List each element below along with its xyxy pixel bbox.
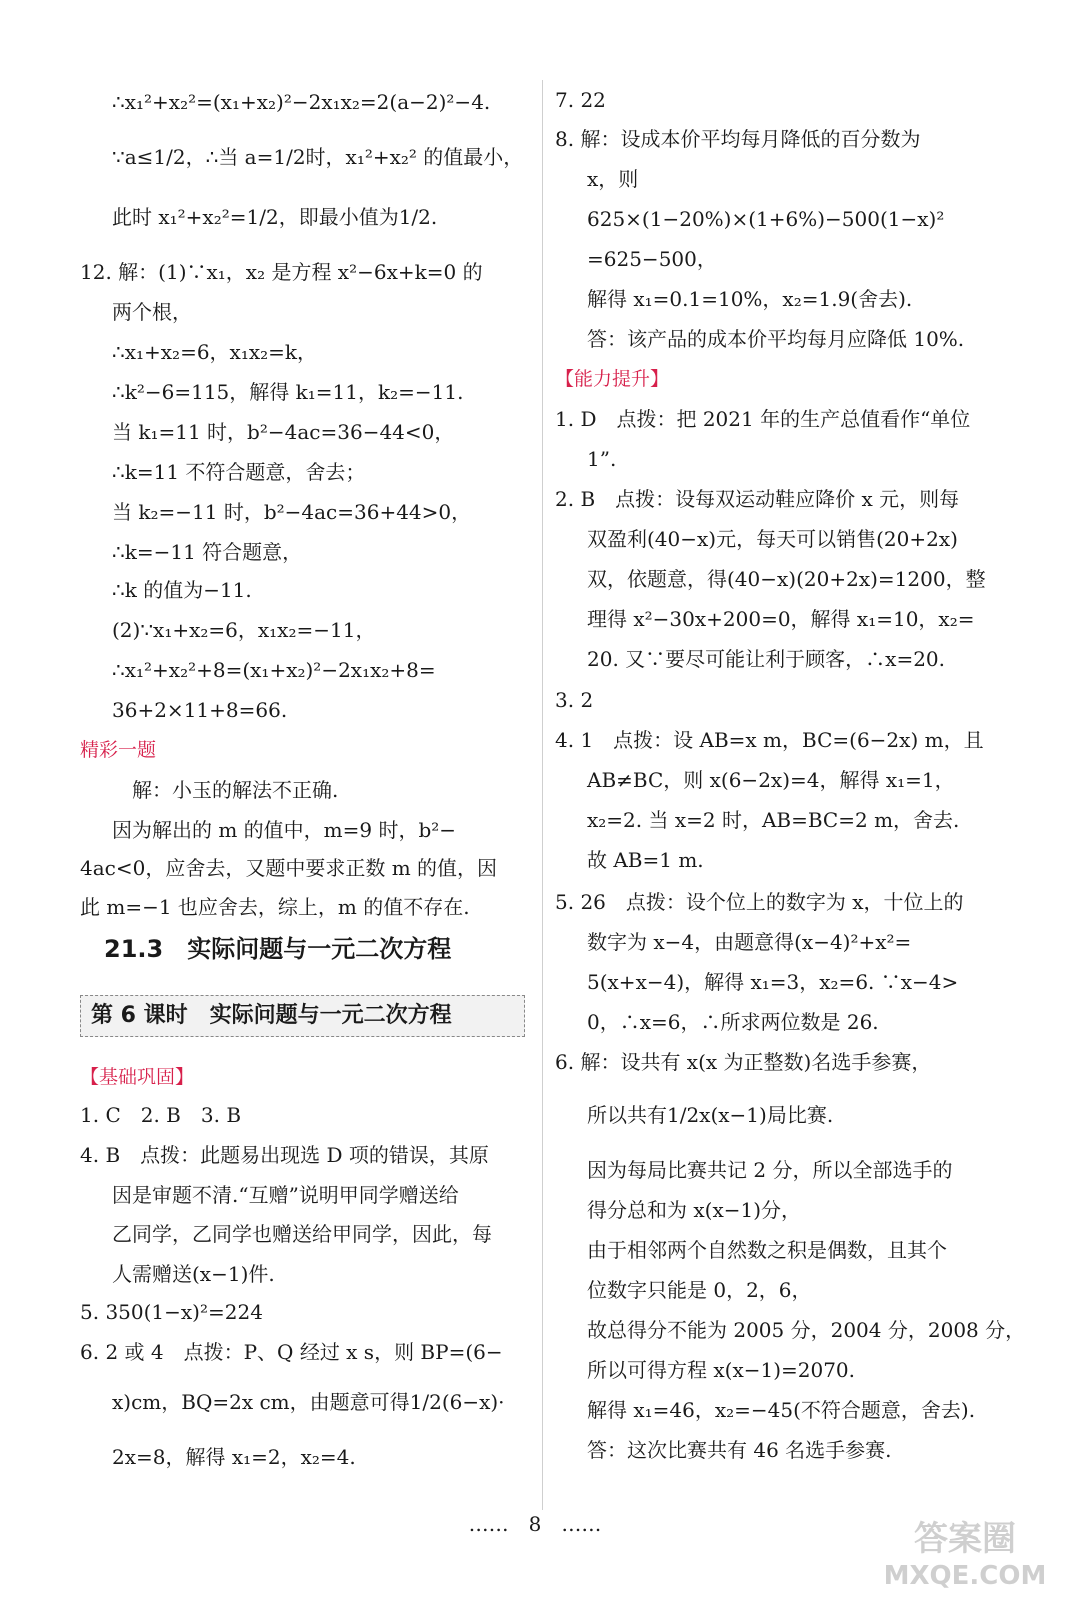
column-divider: [542, 80, 543, 1510]
text-line: 解得 x₁=46，x₂=−45(不符合题意，舍去).: [587, 1398, 976, 1422]
text-line: ∴x₁²+x₂²+8=(x₁+x₂)²−2x₁x₂+8=: [112, 658, 436, 682]
text-line: ∴k²−6=115，解得 k₁=11，k₂=−11.: [112, 380, 464, 404]
text-line: ∴x₁²+x₂²=(x₁+x₂)²−2x₁x₂=2(a−2)²−4.: [112, 90, 491, 114]
ability-answer-1: 1. D 点拨：把 2021 年的生产总值看作“单位: [555, 407, 971, 431]
text-line: 答：这次比赛共有 46 名选手参赛.: [587, 1438, 892, 1462]
text-line: 625×(1−20%)×(1+6%)−500(1−x)²: [587, 207, 945, 231]
text-line: 36+2×11+8=66.: [112, 698, 288, 722]
answer-5: 5. 350(1−x)²=224: [80, 1300, 263, 1324]
text-line: 人需赠送(x−1)件.: [112, 1262, 275, 1286]
text-line: x，则: [587, 167, 639, 191]
text-line: ∴k 的值为−11.: [112, 578, 252, 602]
text-line: 位数字只能是 0，2，6，: [587, 1278, 812, 1302]
text-line: ∴x₁+x₂=6，x₁x₂=k，: [112, 340, 318, 364]
watermark-logo-text: 答案圈: [914, 1519, 1016, 1559]
answer-8: 8. 解：设成本价平均每月降低的百分数为: [555, 127, 921, 151]
text-line: 故 AB=1 m.: [587, 848, 704, 872]
answer-1-3: 1. C 2. B 3. B: [80, 1103, 242, 1127]
text-line: 因是审题不清.“互赠”说明甲同学赠送给: [112, 1183, 459, 1207]
text-line: =625−500，: [587, 247, 717, 271]
text-line: x)cm，BQ=2x cm，由题意可得1/2(6−x)·: [112, 1390, 505, 1414]
answer-4: 4. B 点拨：此题易出现选 D 项的错误，其原: [80, 1143, 489, 1167]
answer-7: 7. 22: [555, 88, 606, 112]
basic-heading: 【基础巩固】: [80, 1066, 195, 1088]
text-line: 所以可得方程 x(x−1)=2070.: [587, 1358, 856, 1382]
text-line: 2x=8，解得 x₁=2，x₂=4.: [112, 1445, 356, 1469]
text-line: 双，依题意，得(40−x)(20+2x)=1200，整: [587, 567, 986, 591]
ability-answer-2: 2. B 点拨：设每双运动鞋应降价 x 元，则每: [555, 487, 960, 511]
text-line: 5(x+x−4)，解得 x₁=3，x₂=6. ∵x−4>: [587, 970, 959, 994]
jingcai-heading: 精彩一题: [80, 739, 157, 761]
text-line: 乙同学，乙同学也赠送给甲同学，因此，每: [112, 1222, 492, 1246]
watermark-logo: [880, 1512, 1050, 1592]
text-line: 数字为 x−4，由题意得(x−4)²+x²=: [587, 930, 912, 954]
text-line: 当 k₁=11 时，b²−4ac=36−44<0，: [112, 420, 455, 444]
text-line: 两个根，: [112, 300, 192, 324]
text-line: 此时 x₁²+x₂²=1/2，即最小值为1/2.: [112, 205, 438, 229]
text-line: 双盈利(40−x)元，每天可以销售(20+2x): [587, 527, 958, 551]
text-line: 1”.: [587, 447, 617, 471]
text-line: ∴k=11 不符合题意，舍去；: [112, 460, 366, 484]
text-line: 因为每局比赛共记 2 分，所以全部选手的: [587, 1158, 953, 1182]
text-line: ∴k=−11 符合题意，: [112, 540, 303, 564]
text-line: 解：小玉的解法不正确.: [132, 778, 339, 802]
lesson-title: 第 6 课时 实际问题与一元二次方程: [91, 1003, 452, 1028]
ability-heading: 【能力提升】: [555, 368, 670, 390]
text-line: 由于相邻两个自然数之积是偶数，且其个: [587, 1238, 947, 1262]
text-line: 当 k₂=−11 时，b²−4ac=36+44>0，: [112, 500, 472, 524]
text-line: 4ac<0，应舍去，又题中要求正数 m 的值，因: [80, 856, 498, 880]
text-line: 得分总和为 x(x−1)分，: [587, 1198, 802, 1222]
answer-6: 6. 2 或 4 点拨：P、Q 经过 x s，则 BP=(6−: [80, 1340, 503, 1364]
text-line: 此 m=−1 也应舍去，综上，m 的值不存在.: [80, 895, 470, 919]
text-line: 0，∴x=6，∴所求两位数是 26.: [587, 1010, 879, 1034]
ability-answer-3: 3. 2: [555, 688, 594, 712]
ability-answer-5: 5. 26 点拨：设个位上的数字为 x，十位上的: [555, 890, 964, 914]
ability-answer-6: 6. 解：设共有 x(x 为正整数)名选手参赛，: [555, 1050, 932, 1074]
text-line: (2)∵x₁+x₂=6，x₁x₂=−11，: [112, 618, 376, 642]
text-line: 20. 又∵要尽可能让利于顾客，∴x=20.: [587, 647, 946, 671]
watermark-url: MXQE.COM: [883, 1561, 1047, 1591]
text-line: 所以共有1/2x(x−1)局比赛.: [587, 1103, 834, 1127]
page-number: …… 8 ……: [468, 1512, 602, 1536]
text-line: x₂=2. 当 x=2 时，AB=BC=2 m，舍去.: [587, 808, 960, 832]
section-title: 21.3 实际问题与一元二次方程: [104, 935, 452, 963]
text-line: 答：该产品的成本价平均每月应降低 10%.: [587, 327, 965, 351]
text-line: 解得 x₁=0.1=10%，x₂=1.9(舍去).: [587, 287, 913, 311]
text-line: 故总得分不能为 2005 分，2004 分，2008 分，: [587, 1318, 1026, 1342]
text-line: 理得 x²−30x+200=0，解得 x₁=10，x₂=: [587, 607, 975, 631]
text-line: 因为解出的 m 的值中，m=9 时，b²−: [112, 818, 457, 842]
text-line: ∵a≤1/2，∴当 a=1/2时，x₁²+x₂² 的值最小，: [112, 145, 524, 169]
question-12: 12. 解：(1)∵x₁，x₂ 是方程 x²−6x+k=0 的: [80, 260, 483, 284]
text-line: AB≠BC，则 x(6−2x)=4，解得 x₁=1，: [587, 768, 955, 792]
ability-answer-4: 4. 1 点拨：设 AB=x m，BC=(6−2x) m，且: [555, 728, 984, 752]
lesson-title-box: [80, 995, 525, 1037]
